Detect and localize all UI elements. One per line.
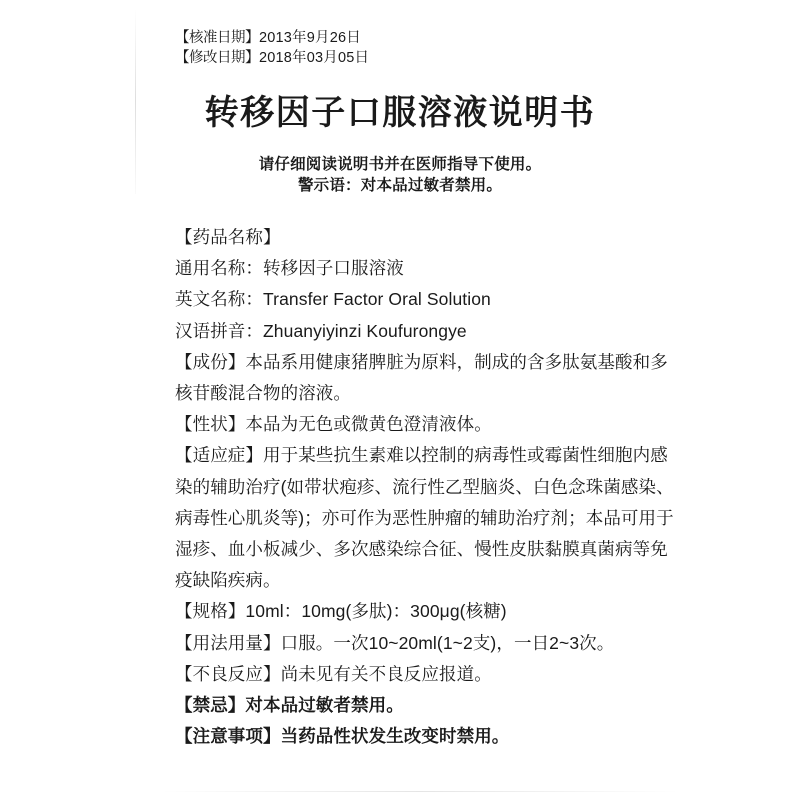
section-precautions bbox=[175, 721, 675, 752]
section-generic-name bbox=[175, 253, 675, 284]
section-english-name bbox=[175, 284, 675, 315]
approval-date-label: 【核准日期】 bbox=[175, 30, 259, 46]
section-label: 汉语拼音： bbox=[175, 320, 263, 341]
section-text: 当药品性状发生改变时禁用。 bbox=[280, 726, 510, 747]
section-label: 【药品名称】 bbox=[175, 227, 281, 247]
section-specification bbox=[175, 596, 675, 627]
section-label: 【用法用量】 bbox=[175, 632, 281, 653]
section-pinyin-name bbox=[175, 316, 675, 347]
section-label: 【适应症】 bbox=[175, 445, 263, 466]
section-text: 10ml：10mg(多肽)：300μg(核糖) bbox=[245, 601, 507, 622]
section-text: 尚未见有关不良反应报道。 bbox=[280, 663, 492, 684]
section-text: 本品系用健康猪脾脏为原料，制成的含多肽氨基酸和多核苷酸混合物的溶液。 bbox=[175, 351, 668, 404]
scan-page-edge-artifact bbox=[160, 791, 680, 792]
section-text: 用于某些抗生素难以控制的病毒性或霉菌性细胞内感染的辅助治疗(如带状疱疹、流行性乙型脑炎、白色念珠菌感染、病毒性心肌炎等)；亦可作为恶性肿瘤的辅助治疗剂；本品可用于湿疹、血小板减少、多次感染综合征、慢性皮肤黏膜真菌病等免疫缺陷疾病。 bbox=[175, 445, 674, 591]
leaflet-body bbox=[175, 222, 675, 752]
section-indications bbox=[175, 440, 675, 596]
section-drug-name-heading bbox=[175, 222, 675, 253]
section-label: 英文名称： bbox=[175, 289, 263, 310]
section-ingredients bbox=[175, 347, 675, 409]
section-text: 转移因子口服溶液 bbox=[263, 258, 404, 279]
approval-dates-block bbox=[175, 28, 369, 68]
section-text: Zhuanyiyinzi Koufurongye bbox=[263, 320, 467, 341]
section-contraindications bbox=[175, 690, 675, 721]
section-label: 【成份】 bbox=[175, 351, 246, 372]
section-label: 【注意事项】 bbox=[175, 726, 281, 747]
allergy-warning: 警示语：对本品过敏者禁用。 bbox=[297, 177, 503, 194]
approval-date-value: 2013年9月26日 bbox=[259, 30, 361, 46]
section-label: 【性状】 bbox=[175, 414, 246, 435]
section-text: Transfer Factor Oral Solution bbox=[263, 289, 491, 310]
warning-block bbox=[0, 154, 800, 196]
section-adverse-reactions bbox=[175, 659, 675, 690]
section-label: 【不良反应】 bbox=[175, 663, 281, 684]
revision-date-label: 【修改日期】 bbox=[175, 50, 259, 66]
section-text: 本品为无色或微黄色澄清液体。 bbox=[245, 414, 492, 435]
revision-date-row bbox=[175, 48, 369, 68]
section-text: 对本品过敏者禁用。 bbox=[245, 695, 404, 716]
page-title: 转移因子口服溶液说明书 bbox=[204, 94, 596, 132]
approval-date-row bbox=[175, 28, 369, 48]
section-label: 通用名称： bbox=[175, 258, 263, 279]
section-text: 口服。一次10~20ml(1~2支)，一日2~3次。 bbox=[280, 632, 615, 653]
section-description bbox=[175, 409, 675, 440]
section-label: 【规格】 bbox=[175, 601, 246, 622]
read-instructions-warning: 请仔细阅读说明书并在医师指导下使用。 bbox=[258, 156, 542, 173]
revision-date-value: 2018年03月05日 bbox=[259, 50, 370, 66]
section-label: 【禁忌】 bbox=[175, 695, 246, 716]
section-dosage bbox=[175, 628, 675, 659]
